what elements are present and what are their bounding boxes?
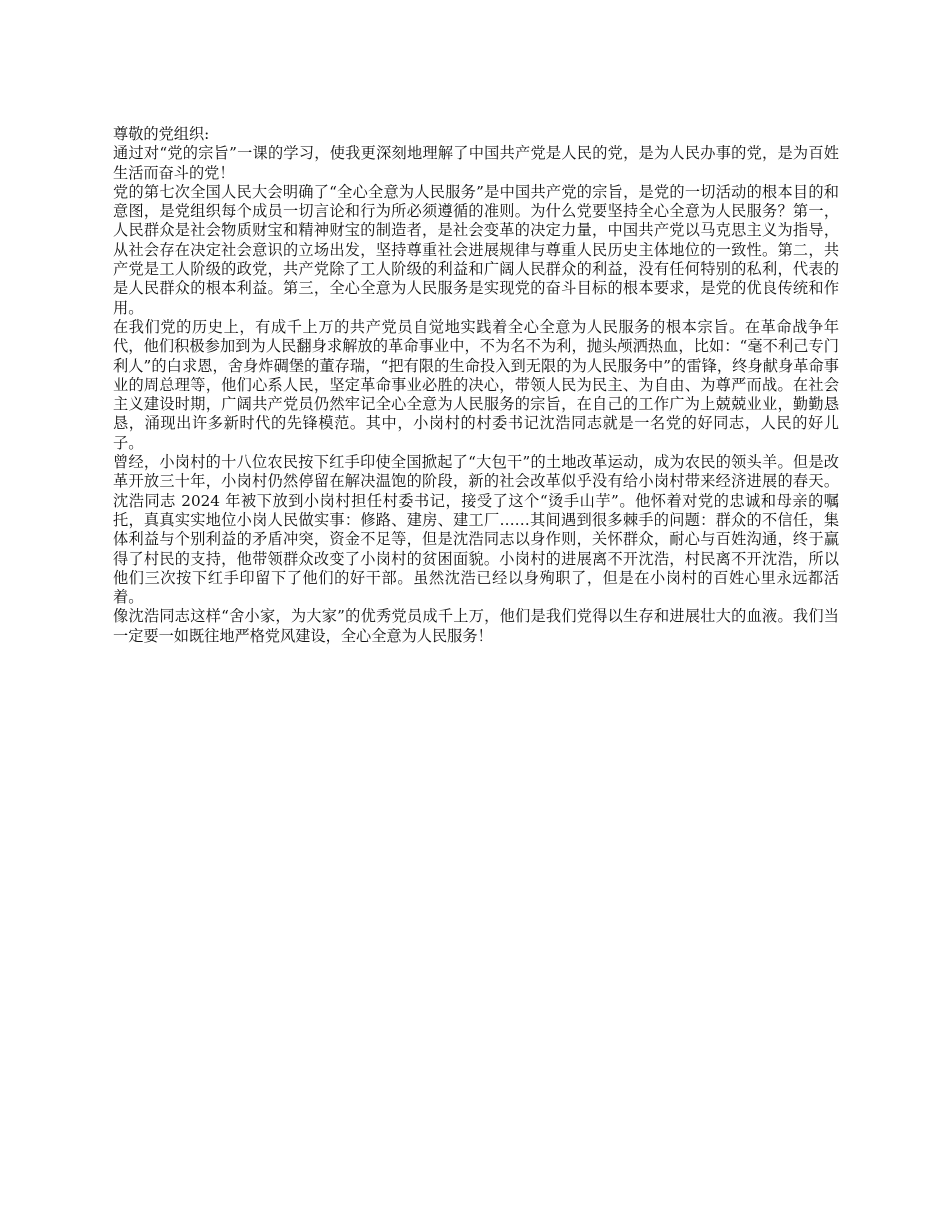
salutation: 尊敬的党组织: bbox=[113, 125, 210, 143]
document-body bbox=[113, 125, 839, 646]
paragraph-xiaogang: 曾经，小岗村的十八位农民按下红手印使全国掀起了“大包干”的土地改革运动，成为农民的领头羊。但是改革开放三十年，小岗村仍然停留在解决温饱的阶段，新的社会改革似乎没有给小岗村带来经济进展的春天。沈浩同志 2024 年被下放到小岗村担任村委书记，接受了这个“烫手山芋”。他怀着对党的忠诚和母亲的嘱托，真真实实地位小岗人民做实事：修路、建房、建工厂……其间遇到很多棘手的问题：群众的不信任，集体利益与个别利益的矛盾冲突，资金不足等，但是沈浩同志以身作则，关怀群众，耐心与百姓沟通，终于赢得了村民的支持，他带领群众改变了小岗村的贫困面貌。小岗村的进展离不开沈浩，村民离不开沈浩，所以他们三次按下红手印留下了他们的好干部。虽然沈浩已经以身殉职了，但是在小岗村的百姓心里永远都活着。 bbox=[113, 453, 839, 607]
paragraph-intro: 通过对“党的宗旨”一课的学习，使我更深刻地理解了中国共产党是人民的党，是为人民办事的党，是为百姓生活而奋斗的党！ bbox=[113, 144, 839, 182]
paragraph-party-purpose: 党的第七次全国人民大会明确了“全心全意为人民服务”是中国共产党的宗旨，是党的一切活动的根本目的和意图，是党组织每个成员一切言论和行为所必须遵循的准则。为什么党要坚持全心全意为人民服务？第一，人民群众是社会物质财宝和精神财宝的制造者，是社会变革的决定力量，中国共产党以马克思主义为指导，从社会存在决定社会意识的立场出发，坚持尊重社会进展规律与尊重人民历史主体地位的一致性。第二，共产党是工人阶级的政党，共产党除了工人阶级的利益和广阔人民群众的利益，没有任何特别的私利，代表的是人民群众的根本利益。第三，全心全意为人民服务是实现党的奋斗目标的根本要求，是党的优良传统和作用。 bbox=[113, 182, 839, 317]
paragraph-history: 在我们党的历史上，有成千上万的共产党员自觉地实践着全心全意为人民服务的根本宗旨。在革命战争年代，他们积极参加到为人民翻身求解放的革命事业中，不为名不为利，抛头颅洒热血，比如：“毫不利己专门利人”的白求恩，舍身炸碉堡的董存瑞，“把有限的生命投入到无限的为人民服务中”的雷锋，终身献身革命事业的周总理等，他们心系人民，坚定革命事业必胜的决心，带领人民为民主、为自由、为尊严而战。在社会主义建设时期，广阔共产党员仍然牢记全心全意为人民服务的宗旨，在自己的工作广为上兢兢业业，勤勤恳恳，涌现出许多新时代的先锋模范。其中，小岗村的村委书记沈浩同志就是一名党的好同志，人民的好儿子。 bbox=[113, 317, 839, 452]
paragraph-conclusion: 像沈浩同志这样“舍小家，为大家”的优秀党员成千上万，他们是我们党得以生存和进展壮大的血液。我们当一定要一如既往地严格党风建设，全心全意为人民服务！ bbox=[113, 607, 839, 645]
